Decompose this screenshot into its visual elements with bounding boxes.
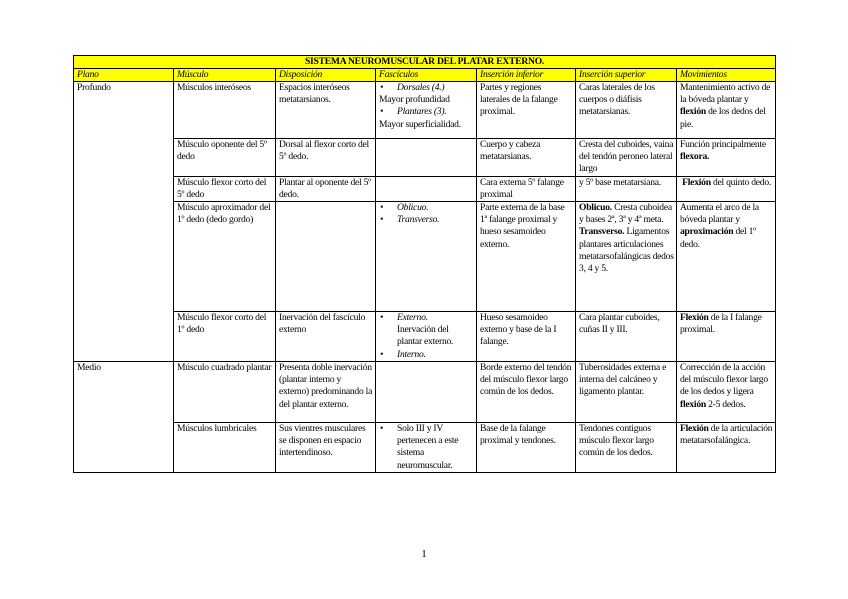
fasciculo-desc: Mayor superficialidad.	[379, 118, 461, 130]
fasciculo-item: • Transverso.	[379, 214, 474, 226]
movimiento-text: Función principalmente	[680, 139, 766, 150]
table-row	[74, 82, 776, 139]
table-title: SISTEMA NEUROMUSCULAR DEL PLATAR EXTERNO.	[74, 56, 776, 69]
fasciculo-item: • Externo.	[379, 312, 474, 324]
fasciculo-item: • Interno.	[379, 349, 474, 361]
page-number: 1	[421, 548, 427, 560]
movimiento-text: de la articulación metatarsofalángica.	[680, 423, 773, 447]
cell-disposicion	[276, 202, 376, 312]
table-row	[74, 176, 776, 201]
fasciculo-item: • Solo III y IV pertenecen a este sistema neuromuscular.	[379, 423, 474, 472]
movimiento-text: de la I falange proximal.	[680, 312, 762, 336]
cell-musculo: Músculo flexor corto del 1º dedo	[174, 312, 276, 362]
cell-insercion-superior: Cara plantar cuboides, cuñas II y III.	[576, 312, 677, 362]
header-disposicion: Disposición	[276, 69, 376, 82]
cell-disposicion: Dorsal al flexor corto del 5º dedo.	[276, 139, 376, 177]
insercion-label: Transverso.	[579, 226, 625, 238]
fasciculo-item: • Dorsales (4.)	[379, 82, 474, 94]
cell-fasciculos	[376, 82, 477, 139]
movimiento-text: 2-5 dedos.	[705, 398, 746, 410]
cell-disposicion: Sus vientres musculares se disponen en espacio intertendinoso.	[276, 423, 376, 473]
movimiento-text: del 1º dedo.	[680, 226, 756, 250]
cell-fasciculos	[376, 312, 477, 362]
cell-disposicion: Plantar al oponente del 5º dedo.	[276, 176, 376, 201]
cell-insercion-inferior: Base de la falange proximal y tendones.	[477, 423, 576, 473]
cell-disposicion: Presenta doble inervación (plantar interno y externo) predominando la del plantar externo.	[276, 362, 376, 423]
cell-insercion-inferior: Partes y regiones laterales de la falange proximal.	[477, 82, 576, 139]
cell-insercion-inferior: Hueso sesamoideo externo y base de la I falange.	[477, 312, 576, 362]
cell-musculo: Músculo aproximador del 1º dedo (dedo gordo)	[174, 202, 276, 312]
fasciculo-item: • Oblicuo.	[379, 202, 474, 214]
movimiento-keyword: flexora.	[680, 151, 710, 163]
movimiento-text: Corrección de la acción del músculo flexor largo de los dedos y ligera	[680, 362, 768, 398]
cell-musculo: Músculo oponente del 5º dedo	[174, 139, 276, 177]
cell-insercion-superior: Tuberosidades externa e interna del calcáneo y ligamento plantar.	[576, 362, 677, 423]
cell-insercion-inferior: Cara externa 5º falange proximal	[477, 176, 576, 201]
cell-fasciculos	[376, 202, 477, 312]
cell-movimientos	[677, 362, 776, 423]
movimiento-text: Mantenimiento activo de la bóveda plantar y	[680, 82, 771, 106]
insercion-label: Oblicuo.	[579, 202, 612, 214]
fasciculo-item: • Plantares (3).	[379, 106, 474, 118]
cell-insercion-inferior: Borde externo del tendón del músculo flexor largo común de los dedos.	[477, 362, 576, 423]
table-row	[74, 362, 776, 423]
movimiento-text: Aumenta el arco de la bóveda plantar y	[680, 202, 759, 226]
cell-disposicion: Espacios interóseos metatarsianos.	[276, 82, 376, 139]
cell-insercion-inferior: Parte externa de la base 1ª falange proximal y hueso sesamoideo externo.	[477, 202, 576, 312]
movimiento-keyword: Flexión	[680, 423, 709, 435]
cell-disposicion: Inervación del fascículo externo	[276, 312, 376, 362]
cell-musculo: Músculos interóseos	[174, 82, 276, 139]
header-plano: Plano	[74, 69, 174, 82]
table-row	[74, 312, 776, 362]
header-fasciculos: Fascículos	[376, 69, 477, 82]
header-insercion-superior: Inserción superior	[576, 69, 677, 82]
fasciculo-desc: Mayor profundidad	[379, 94, 450, 106]
cell-insercion-superior: Caras laterales de los cuerpos o diáfisis metatarsianas.	[576, 82, 677, 139]
cell-movimientos	[677, 82, 776, 139]
cell-movimientos	[677, 139, 776, 177]
movimiento-keyword: flexión	[680, 398, 706, 410]
cell-movimientos	[677, 423, 776, 473]
table-row	[74, 423, 776, 473]
neuromuscular-table	[73, 55, 776, 473]
cell-fasciculos	[376, 139, 477, 177]
table-title-row	[74, 56, 776, 69]
table-header-row	[74, 69, 776, 82]
cell-movimientos	[677, 176, 776, 201]
cell-fasciculos	[376, 423, 477, 473]
plane-medio: Medio	[74, 362, 174, 473]
plane-profundo: Profundo	[74, 82, 174, 362]
insercion-text: Cresta cuboidea y bases 2ª, 3ª y 4ª meta.	[579, 202, 672, 226]
header-musculo: Músculo	[174, 69, 276, 82]
header-insercion-inferior: Inserción inferior	[477, 69, 576, 82]
table-row	[74, 202, 776, 312]
cell-fasciculos	[376, 176, 477, 201]
cell-musculo: Músculos lumbricales	[174, 423, 276, 473]
cell-insercion-superior: Cresta del cuboides, vaina del tendón peroneo lateral largo	[576, 139, 677, 177]
movimiento-keyword: flexión	[680, 106, 706, 118]
cell-insercion-inferior: Cuerpo y cabeza metatarsianas.	[477, 139, 576, 177]
cell-insercion-superior: Tendones contiguos músculo flexor largo común de los dedos.	[576, 423, 677, 473]
header-movimientos: Movimientos	[677, 69, 776, 82]
movimiento-keyword: Flexión	[680, 312, 709, 324]
cell-insercion-superior	[576, 202, 677, 312]
insercion-text: Ligamentos plantares articulaciones metatarsofalángicas dedos 3, 4 y 5.	[579, 226, 674, 275]
cell-fasciculos	[376, 362, 477, 423]
movimiento-text: del quinto dedo.	[710, 176, 772, 188]
cell-insercion-superior: y 5º base metatarsiana.	[576, 176, 677, 201]
cell-movimientos	[677, 312, 776, 362]
cell-musculo: Músculo flexor corto del 5º dedo	[174, 176, 276, 201]
movimiento-keyword: aproximación	[680, 226, 734, 238]
table-row	[74, 139, 776, 177]
cell-movimientos	[677, 202, 776, 312]
movimiento-keyword: Flexión	[682, 176, 711, 188]
cell-musculo: Músculo cuadrado plantar	[174, 362, 276, 423]
movimiento-text: de los dedos del pie.	[680, 106, 766, 130]
fasciculo-desc: Inervación del plantar externo.	[397, 324, 454, 348]
